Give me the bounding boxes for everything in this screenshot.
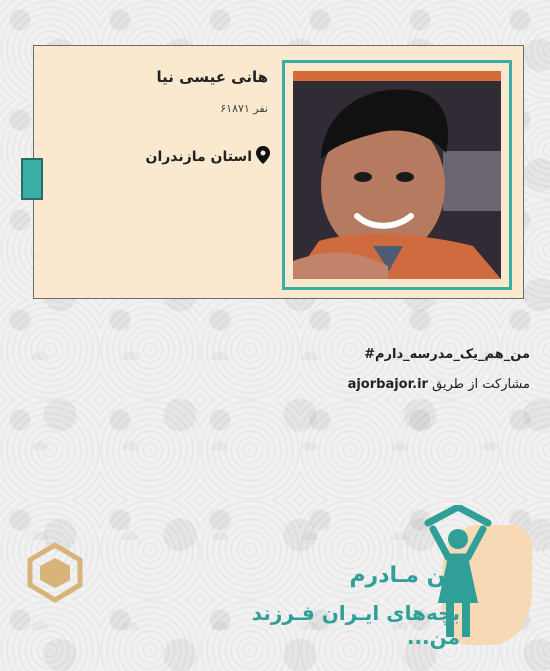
profile-photo-frame xyxy=(282,60,512,290)
campaign-line-1: من مـادرم xyxy=(349,563,460,588)
card-tab xyxy=(21,158,43,200)
profile-code: نفر ۶۱۸۷۱ xyxy=(220,102,268,115)
brand-logo xyxy=(20,540,90,620)
campaign-banner xyxy=(192,505,532,655)
profile-name: هانی عیسی نیا xyxy=(156,68,268,86)
campaign-line-2: بچه‌های ایـران فـرزند من... xyxy=(251,601,460,649)
profile-photo xyxy=(293,71,501,279)
logo-icon xyxy=(20,540,90,620)
location-pin-icon xyxy=(256,146,270,168)
profile-location-text: استان مازندران xyxy=(145,149,252,165)
hashtag-text: #من_هم_یک_مدرسه_دارم xyxy=(364,347,530,362)
share-line xyxy=(230,377,530,392)
share-site-link[interactable]: ajorbajor.ir xyxy=(347,377,428,392)
share-prefix: مشارکت از طریق xyxy=(432,377,530,392)
profile-location xyxy=(50,146,270,168)
